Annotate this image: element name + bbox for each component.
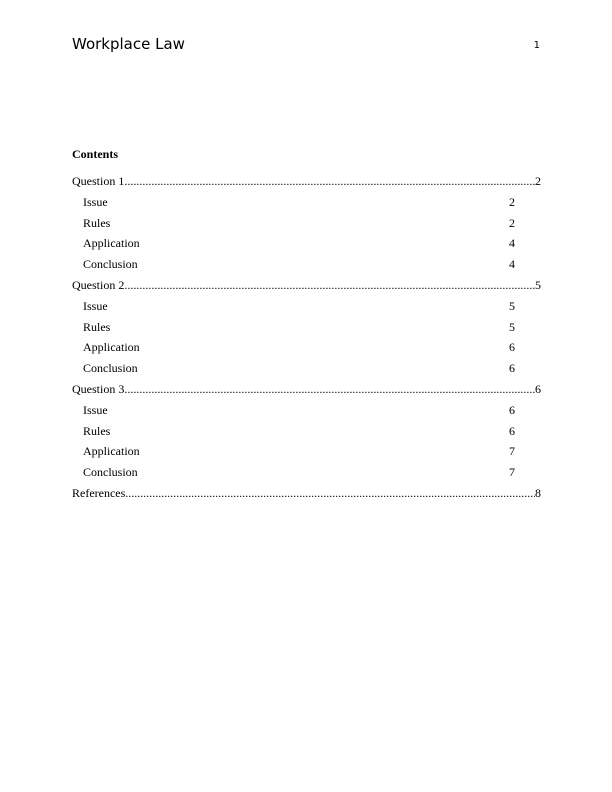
table-of-contents [72, 174, 541, 507]
toc-entry-question-3[interactable] [72, 382, 541, 403]
toc-entry-page: 2 [509, 194, 515, 209]
toc-entry-page: 2 [535, 174, 541, 188]
toc-entry-q2-application[interactable] [72, 340, 541, 361]
toc-entry-references[interactable] [72, 486, 541, 507]
toc-entry-q2-rules[interactable] [72, 320, 541, 341]
toc-entry-page: 5 [509, 298, 515, 313]
toc-entry-page: 6 [509, 423, 515, 438]
header-page-number: 1 [533, 40, 540, 51]
toc-entry-page: 6 [509, 361, 515, 376]
toc-entry-page: 2 [509, 215, 515, 230]
toc-entry-label: Rules [83, 215, 111, 230]
toc-entry-label: Conclusion [83, 257, 138, 272]
toc-entry-label: Application [83, 340, 140, 355]
toc-entry-page: 4 [509, 236, 515, 251]
toc-entry-q1-application[interactable] [72, 236, 541, 257]
toc-entry-q3-application[interactable] [72, 444, 541, 465]
toc-entry-page: 7 [509, 465, 515, 480]
toc-entry-q1-rules[interactable] [72, 216, 541, 237]
toc-entry-label: Issue [83, 194, 108, 209]
toc-entry-label: Question 3 [72, 381, 125, 396]
toc-entry-label: Issue [83, 402, 108, 417]
toc-entry-question-1[interactable] [72, 174, 541, 195]
toc-entry-q3-issue[interactable] [72, 403, 541, 424]
toc-entry-page: 6 [535, 381, 541, 396]
toc-dot-leader [124, 174, 535, 189]
toc-entry-q3-conclusion[interactable] [72, 465, 541, 486]
toc-entry-q2-issue[interactable] [72, 299, 541, 320]
toc-entry-label: References [72, 485, 126, 500]
toc-entry-question-2[interactable] [72, 278, 541, 299]
toc-entry-page: 8 [535, 485, 541, 500]
toc-entry-label: Application [83, 444, 140, 459]
toc-entry-page: 5 [535, 277, 541, 292]
toc-entry-q1-issue[interactable] [72, 195, 541, 216]
toc-entry-label: Issue [83, 298, 108, 313]
toc-entry-label: Application [83, 236, 140, 251]
toc-entry-q2-conclusion[interactable] [72, 361, 541, 382]
toc-entry-page: 6 [509, 340, 515, 355]
toc-dot-leader [124, 278, 535, 293]
toc-entry-page: 4 [509, 257, 515, 272]
toc-entry-label: Conclusion [83, 361, 138, 376]
header-title: Workplace Law [72, 35, 185, 53]
toc-entry-q3-rules[interactable] [72, 424, 541, 445]
toc-entry-label: Conclusion [83, 465, 138, 480]
toc-entry-page: 5 [509, 319, 515, 334]
toc-entry-label: Rules [83, 423, 111, 438]
toc-entry-q1-conclusion[interactable] [72, 257, 541, 278]
toc-entry-page: 7 [509, 444, 515, 459]
toc-heading: Contents [72, 147, 119, 161]
toc-entry-label: Rules [83, 319, 111, 334]
toc-entry-label: Question 2 [72, 277, 125, 292]
toc-dot-leader [125, 486, 535, 501]
toc-dot-leader [124, 382, 535, 397]
toc-entry-page: 6 [509, 402, 515, 417]
toc-entry-label: Question 1 [72, 174, 125, 188]
